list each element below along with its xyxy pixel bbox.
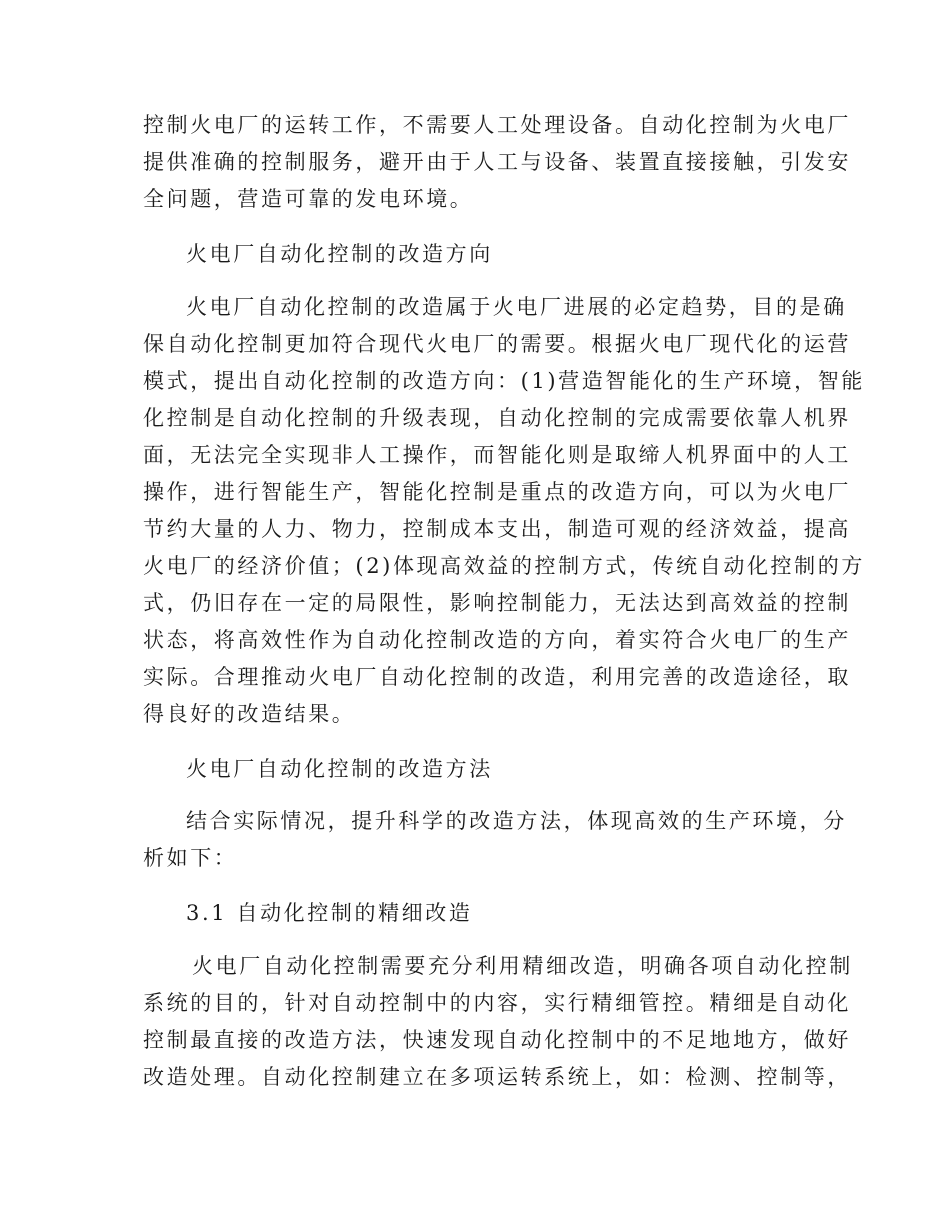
para1-line-2: 提供准确的控制服务，避开由于人工与设备、装置直接接触，引发安 (143, 150, 851, 174)
para4-line-4: 改造处理。自动化控制建立在多项运转系统上，如：检测、控制等， (143, 1065, 851, 1089)
section-heading-direction: 火电厂自动化控制的改造方向 (186, 242, 493, 266)
para2-line-4: 化控制是自动化控制的升级表现，自动化控制的完成需要依靠人机界 (143, 406, 851, 430)
para3-line-2: 析如下： (143, 846, 238, 870)
para2-line-10: 状态，将高效性作为自动化控制改造的方向，着实符合火电厂的生产 (143, 628, 851, 652)
para2-line-6: 操作，进行智能生产，智能化控制是重点的改造方向，可以为火电厂 (143, 480, 851, 504)
para1-line-3: 全问题，营造可靠的发电环境。 (143, 187, 474, 211)
para1-line-1: 控制火电厂的运转工作，不需要人工处理设备。自动化控制为火电厂 (143, 113, 851, 137)
para4-line-1: 火电厂自动化控制需要充分利用精细改造，明确各项自动化控制 (192, 954, 853, 978)
para3-line-1: 结合实际情况，提升科学的改造方法，体现高效的生产环境，分 (186, 809, 847, 833)
para2-line-5: 面，无法完全实现非人工操作，而智能化则是取缔人机界面中的人工 (143, 443, 851, 467)
para4-line-3: 控制最直接的改造方法，快速发现自动化控制中的不足地地方，做好 (143, 1028, 851, 1052)
para4-line-2: 系统的目的，针对自动控制中的内容，实行精细管控。精细是自动化 (143, 991, 851, 1015)
para2-line-7: 节约大量的人力、物力，控制成本支出，制造可观的经济效益，提高 (143, 517, 851, 541)
para2-line-12: 得良好的改造结果。 (143, 702, 356, 726)
para2-line-2: 保自动化控制更加符合现代火电厂的需要。根据火电厂现代化的运营 (143, 332, 851, 356)
para2-line-11: 实际。合理推动火电厂自动化控制的改造，利用完善的改造途径，取 (143, 665, 851, 689)
para2-line-3: 模式，提出自动化控制的改造方向：(1)营造智能化的生产环境，智能 (143, 369, 865, 393)
section-heading-method: 火电厂自动化控制的改造方法 (186, 757, 493, 781)
para2-line-1: 火电厂自动化控制的改造属于火电厂进展的必定趋势，目的是确 (186, 295, 847, 319)
subsection-heading-fine-retrofit: 3.1 自动化控制的精细改造 (186, 901, 473, 925)
para2-line-9: 式，仍旧存在一定的局限性，影响控制能力，无法达到高效益的控制 (143, 591, 851, 615)
para2-line-8: 火电厂的经济价值；(2)体现高效益的控制方式，传统自动化控制的方 (143, 554, 865, 578)
